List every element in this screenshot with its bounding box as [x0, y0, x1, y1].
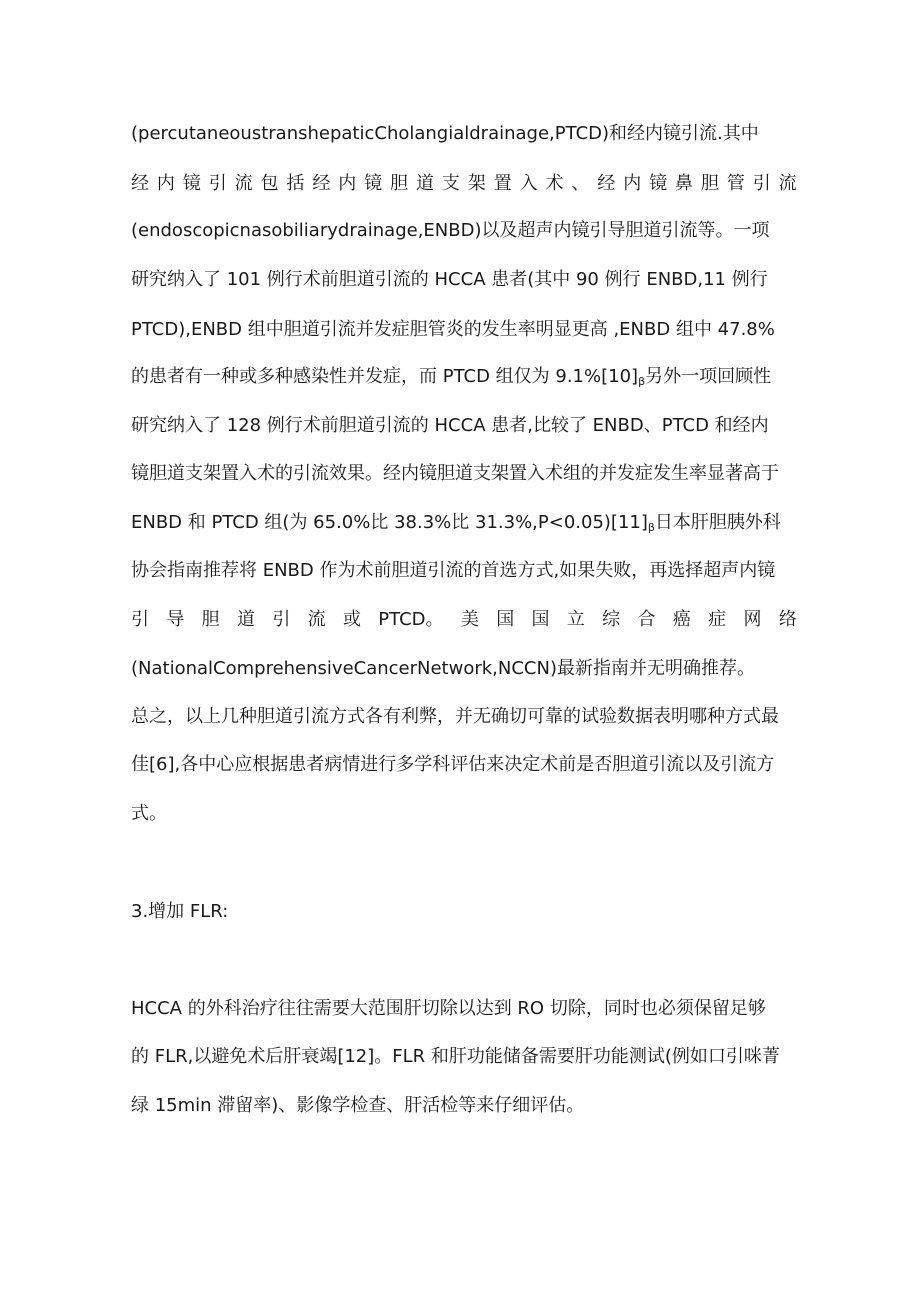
- justified-char: PTCD。: [378, 609, 444, 630]
- paragraph2-line2: 的 FLR,以避免术后肝衰竭[12]。FLR 和肝功能储备需要肝功能测试(例如口引咪菁: [131, 1046, 780, 1067]
- paragraph1-line8: 镜胆道支架置入术的引流效果。经内镜胆道支架置入术组的并发症发生率显著高于: [131, 463, 779, 484]
- justified-char: 镜: [182, 173, 201, 194]
- justified-char: 胆: [700, 173, 719, 194]
- paragraph1-line2: [131, 172, 797, 196]
- paragraph1-line7: 研究纳入了 128 例行术前胆道引流的 HCCA 患者,比较了 ENBD、PTCD 和经内: [131, 415, 769, 436]
- justified-char: 导: [166, 609, 185, 630]
- justified-char: 网: [743, 609, 762, 630]
- justified-char: 内: [338, 173, 357, 194]
- paragraph1-line11: [131, 608, 797, 632]
- justified-char: 镜: [649, 173, 668, 194]
- justified-char: 癌: [672, 609, 691, 630]
- justified-char: 引: [131, 609, 149, 630]
- justified-char: 合: [637, 609, 656, 630]
- justified-char: 流: [234, 173, 253, 194]
- justified-char: 胆: [390, 173, 409, 194]
- paragraph1-line5: PTCD),ENBD 组中胆道引流并发症胆管炎的发生率明显更高 ,ENBD 组中 47.8%: [131, 319, 775, 340]
- justified-char: 鼻: [675, 173, 694, 194]
- line6-text: 的患者有一种或多种感染性并发症，而 PTCD 组仅为 9.1%[10]: [131, 366, 639, 387]
- justified-char: 、: [571, 173, 590, 194]
- beta-subscript: β: [638, 375, 646, 388]
- justified-char: 综: [602, 609, 621, 630]
- paragraph1-line9: [131, 511, 797, 535]
- line9-text: ENBD 和 PTCD 组(为 65.0%比 38.3%比 31.3%,P<0.05)[11]: [131, 512, 648, 533]
- justified-char: 包: [260, 173, 279, 194]
- paragraph1-line3: (endoscopicnasobiliarydrainage,ENBD)以及超声内镜引导胆道引流等。一项: [131, 220, 770, 241]
- paragraph1-line1: (percutaneoustranshepaticCholangialdrainage,PTCD)和经内镜引流.其中: [131, 123, 759, 144]
- paragraph2-line3: 绿 15min 滞留率)、影像学检查、肝活检等来仔细评估。: [131, 1095, 585, 1116]
- line6-text-end: 另外一项回顾性: [645, 366, 772, 387]
- justified-char: 入: [519, 173, 538, 194]
- justified-char: 经: [312, 173, 331, 194]
- line9-text-end: 日本肝胆胰外科: [654, 512, 781, 533]
- paragraph1-line15: 式。: [131, 803, 167, 824]
- justified-char: 引: [272, 609, 291, 630]
- justified-char: 内: [156, 173, 175, 194]
- justified-char: 经: [131, 173, 149, 194]
- justified-char: 架: [467, 173, 486, 194]
- paragraph1-line6: [131, 365, 797, 389]
- justified-char: 流: [778, 173, 797, 194]
- justified-char: 引: [752, 173, 771, 194]
- paragraph2-line1: HCCA 的外科治疗往往需要大范围肝切除以达到 RO 切除，同时也必须保留足够: [131, 998, 766, 1019]
- justified-char: 流: [307, 609, 326, 630]
- paragraph1-line13: 总之，以上几种胆道引流方式各有利弊，并无确切可靠的试验数据表明哪种方式最: [131, 706, 779, 727]
- justified-char: 术: [545, 173, 564, 194]
- justified-char: 管: [726, 173, 745, 194]
- justified-char: 症: [708, 609, 727, 630]
- paragraph1-line4: 研究纳入了 101 例行术前胆道引流的 HCCA 患者(其中 90 例行 ENBD,11 例行: [131, 269, 768, 290]
- justified-char: 立: [566, 609, 585, 630]
- justified-char: 国: [531, 609, 550, 630]
- section-heading: 3.增加 FLR:: [131, 901, 229, 922]
- justified-char: 国: [496, 609, 515, 630]
- paragraph1-line10: 协会指南推荐将 ENBD 作为术前胆道引流的首选方式,如果失败，再选择超声内镜: [131, 560, 776, 581]
- paragraph1-line12: (NationalComprehensiveCancerNetwork,NCCN)最新指南并无明确推荐。: [131, 658, 755, 679]
- justified-char: 络: [778, 609, 797, 630]
- justified-char: 支: [441, 173, 460, 194]
- justified-char: 美: [460, 609, 479, 630]
- justified-char: 括: [286, 173, 305, 194]
- justified-char: 引: [208, 173, 227, 194]
- justified-char: 道: [415, 173, 434, 194]
- justified-char: 胆: [201, 609, 220, 630]
- beta-subscript: β: [647, 521, 655, 534]
- justified-char: 经: [597, 173, 616, 194]
- justified-char: 镜: [364, 173, 383, 194]
- justified-char: 内: [623, 173, 642, 194]
- justified-char: 道: [236, 609, 255, 630]
- paragraph1-line14: 佳[6],各中心应根据患者病情进行多学科评估来决定术前是否胆道引流以及引流方: [131, 754, 775, 775]
- justified-char: 置: [493, 173, 512, 194]
- justified-char: 或: [342, 609, 361, 630]
